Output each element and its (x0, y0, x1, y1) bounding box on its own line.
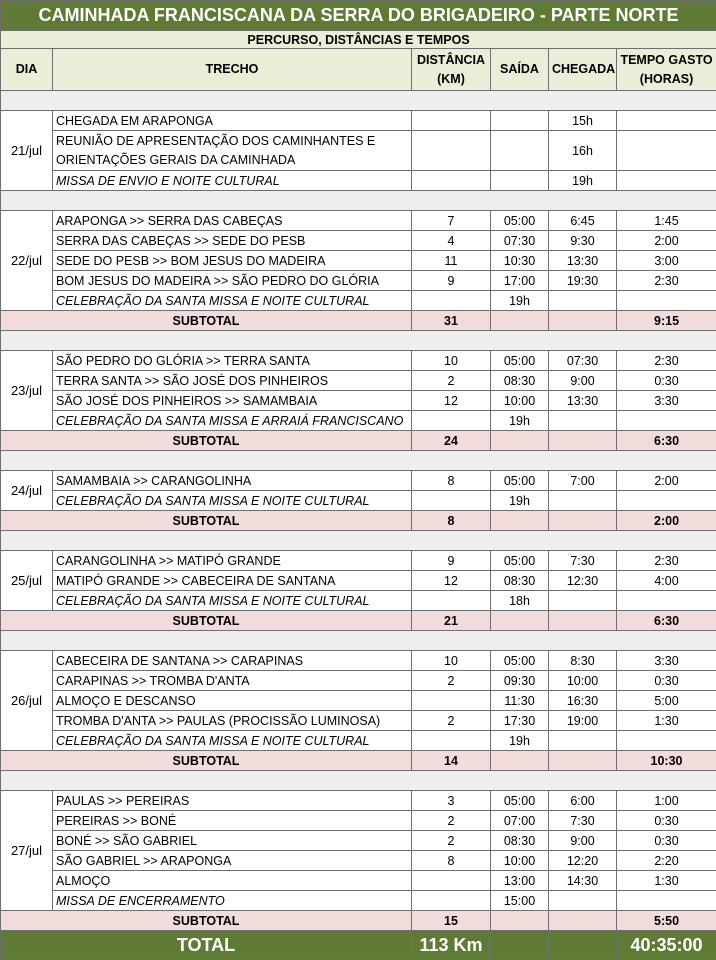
table-row (1, 391, 716, 411)
table-row (1, 671, 716, 691)
table-row (1, 551, 716, 571)
trecho-cell: SEDE DO PESB >> BOM JESUS DO MADEIRA (53, 251, 412, 271)
trecho-cell: TROMBA D'ANTA >> PAULAS (PROCISSÃO LUMINOSA) (53, 711, 412, 731)
trecho-cell: CHEGADA EM ARAPONGA (53, 111, 412, 131)
table-row (1, 811, 716, 831)
subtotal-empty-saida (491, 511, 549, 531)
subtotal-empty-saida (491, 311, 549, 331)
table-row (1, 571, 716, 591)
spacer-row (1, 531, 716, 551)
trecho-cell: SÃO JOSÉ DOS PINHEIROS >> SAMAMBAIA (53, 391, 412, 411)
spacer-cell (1, 771, 716, 791)
arrival-cell: 9:30 (549, 231, 617, 251)
departure-cell: 09:30 (491, 671, 549, 691)
distance-cell: 9 (412, 271, 491, 291)
table-row (1, 251, 716, 271)
distance-cell (412, 171, 491, 191)
subtotal-km: 15 (412, 911, 491, 931)
arrival-cell: 12:30 (549, 571, 617, 591)
subtotal-tempo: 2:00 (617, 511, 716, 531)
arrival-cell: 15h (549, 111, 617, 131)
arrival-cell: 19:00 (549, 711, 617, 731)
table-row (1, 891, 716, 911)
arrival-cell: 12:20 (549, 851, 617, 871)
arrival-cell (549, 591, 617, 611)
arrival-cell: 19h (549, 171, 617, 191)
arrival-cell (549, 411, 617, 431)
table-row (1, 131, 716, 171)
spacer-cell (1, 531, 716, 551)
table-row (1, 791, 716, 811)
time-spent-cell (617, 591, 716, 611)
table-row (1, 851, 716, 871)
trecho-cell: SERRA DAS CABEÇAS >> SEDE DO PESB (53, 231, 412, 251)
day-cell: 22/jul (1, 211, 53, 311)
arrival-cell: 8:30 (549, 651, 617, 671)
departure-cell: 17:30 (491, 711, 549, 731)
arrival-cell: 7:00 (549, 471, 617, 491)
day-cell: 25/jul (1, 551, 53, 611)
time-spent-cell (617, 491, 716, 511)
departure-cell: 08:30 (491, 831, 549, 851)
trecho-cell: MISSA DE ENVIO E NOITE CULTURAL (53, 171, 412, 191)
time-spent-cell (617, 731, 716, 751)
distance-cell: 2 (412, 371, 491, 391)
departure-cell: 07:30 (491, 231, 549, 251)
spacer-cell (1, 451, 716, 471)
arrival-cell: 9:00 (549, 831, 617, 851)
trecho-cell: CARAPINAS >> TROMBA D'ANTA (53, 671, 412, 691)
table-row (1, 711, 716, 731)
subtotal-row (1, 431, 716, 451)
trecho-cell: MATIPÓ GRANDE >> CABECEIRA DE SANTANA (53, 571, 412, 591)
time-spent-cell: 4:00 (617, 571, 716, 591)
subtotal-km: 24 (412, 431, 491, 451)
subtotal-km: 21 (412, 611, 491, 631)
subtotal-row (1, 911, 716, 931)
time-spent-cell: 3:30 (617, 651, 716, 671)
time-spent-cell: 2:30 (617, 551, 716, 571)
subtotal-km: 31 (412, 311, 491, 331)
departure-cell: 10:00 (491, 851, 549, 871)
departure-cell: 17:00 (491, 271, 549, 291)
subtotal-label: SUBTOTAL (1, 751, 412, 771)
time-spent-cell (617, 411, 716, 431)
distance-cell: 8 (412, 851, 491, 871)
distance-cell (412, 491, 491, 511)
subtotal-km: 8 (412, 511, 491, 531)
time-spent-cell: 3:30 (617, 391, 716, 411)
total-km: 113 Km (412, 931, 491, 960)
subtotal-tempo: 10:30 (617, 751, 716, 771)
arrival-cell (549, 731, 617, 751)
trecho-cell: CARANGOLINHA >> MATIPÓ GRANDE (53, 551, 412, 571)
subtotal-tempo: 5:50 (617, 911, 716, 931)
departure-cell: 05:00 (491, 651, 549, 671)
trecho-cell: CELEBRAÇÃO DA SANTA MISSA E ARRAIÁ FRANCISCANO (53, 411, 412, 431)
arrival-cell: 16:30 (549, 691, 617, 711)
trecho-cell: PEREIRAS >> BONÉ (53, 811, 412, 831)
departure-cell: 10:30 (491, 251, 549, 271)
table-row (1, 871, 716, 891)
distance-cell (412, 591, 491, 611)
departure-cell: 19h (491, 731, 549, 751)
spacer-cell (1, 91, 716, 111)
departure-cell: 05:00 (491, 551, 549, 571)
distance-cell: 2 (412, 671, 491, 691)
departure-cell: 19h (491, 491, 549, 511)
distance-cell: 8 (412, 471, 491, 491)
time-spent-cell: 1:30 (617, 871, 716, 891)
distance-cell (412, 691, 491, 711)
trecho-cell: BOM JESUS DO MADEIRA >> SÃO PEDRO DO GLÓRIA (53, 271, 412, 291)
departure-cell (491, 131, 549, 171)
total-label: TOTAL (1, 931, 412, 960)
time-spent-cell: 1:45 (617, 211, 716, 231)
table-row (1, 651, 716, 671)
spacer-row (1, 91, 716, 111)
subtotal-tempo: 6:30 (617, 611, 716, 631)
subtotal-label: SUBTOTAL (1, 311, 412, 331)
spacer-row (1, 631, 716, 651)
table-row (1, 291, 716, 311)
departure-cell: 11:30 (491, 691, 549, 711)
day-cell: 26/jul (1, 651, 53, 751)
arrival-cell: 7:30 (549, 811, 617, 831)
trecho-cell: PAULAS >> PEREIRAS (53, 791, 412, 811)
subtotal-label: SUBTOTAL (1, 511, 412, 531)
trecho-cell: TERRA SANTA >> SÃO JOSÉ DOS PINHEIROS (53, 371, 412, 391)
trecho-cell: SAMAMBAIA >> CARANGOLINHA (53, 471, 412, 491)
arrival-cell (549, 291, 617, 311)
trecho-cell: CELEBRAÇÃO DA SANTA MISSA E NOITE CULTURAL (53, 291, 412, 311)
total-tempo: 40:35:00 (617, 931, 716, 960)
time-spent-cell: 2:30 (617, 271, 716, 291)
arrival-cell: 9:00 (549, 371, 617, 391)
departure-cell: 05:00 (491, 351, 549, 371)
subtotal-label: SUBTOTAL (1, 611, 412, 631)
time-spent-cell: 0:30 (617, 671, 716, 691)
total-row (1, 931, 716, 960)
trecho-cell: MISSA DE ENCERRAMENTO (53, 891, 412, 911)
time-spent-cell: 0:30 (617, 831, 716, 851)
departure-cell: 15:00 (491, 891, 549, 911)
distance-cell: 2 (412, 811, 491, 831)
departure-cell (491, 171, 549, 191)
trecho-cell: SÃO GABRIEL >> ARAPONGA (53, 851, 412, 871)
distance-cell (412, 291, 491, 311)
arrival-cell: 10:00 (549, 671, 617, 691)
time-spent-cell: 0:30 (617, 811, 716, 831)
table-row (1, 591, 716, 611)
table-row (1, 211, 716, 231)
time-spent-cell: 5:00 (617, 691, 716, 711)
subtotal-empty-saida (491, 431, 549, 451)
page-title: CAMINHADA FRANCISCANA DA SERRA DO BRIGADEIRO - PARTE NORTE (1, 1, 716, 31)
departure-cell: 05:00 (491, 471, 549, 491)
time-spent-cell: 0:30 (617, 371, 716, 391)
spacer-row (1, 331, 716, 351)
departure-cell: 07:00 (491, 811, 549, 831)
arrival-cell: 07:30 (549, 351, 617, 371)
trecho-cell: ARAPONGA >> SERRA DAS CABEÇAS (53, 211, 412, 231)
departure-cell: 13:00 (491, 871, 549, 891)
trecho-cell: CELEBRAÇÃO DA SANTA MISSA E NOITE CULTURAL (53, 591, 412, 611)
table-row (1, 111, 716, 131)
subtotal-tempo: 9:15 (617, 311, 716, 331)
spacer-row (1, 771, 716, 791)
table-row (1, 171, 716, 191)
arrival-cell: 13:30 (549, 391, 617, 411)
distance-cell (412, 891, 491, 911)
distance-cell: 10 (412, 351, 491, 371)
departure-cell: 08:30 (491, 371, 549, 391)
table-row (1, 271, 716, 291)
subtotal-tempo: 6:30 (617, 431, 716, 451)
time-spent-cell (617, 171, 716, 191)
day-cell: 24/jul (1, 471, 53, 511)
distance-cell: 4 (412, 231, 491, 251)
table-row (1, 411, 716, 431)
trecho-cell: CELEBRAÇÃO DA SANTA MISSA E NOITE CULTURAL (53, 491, 412, 511)
spacer-row (1, 451, 716, 471)
trecho-cell: ALMOÇO (53, 871, 412, 891)
arrival-cell: 16h (549, 131, 617, 171)
column-header-trecho: TRECHO (53, 49, 412, 91)
subtotal-row (1, 311, 716, 331)
subtotal-empty-chegada (549, 911, 617, 931)
distance-cell (412, 411, 491, 431)
total-empty-chegada (549, 931, 617, 960)
arrival-cell: 19:30 (549, 271, 617, 291)
table-row (1, 731, 716, 751)
subtotal-km: 14 (412, 751, 491, 771)
spacer-cell (1, 191, 716, 211)
trecho-cell: ALMOÇO E DESCANSO (53, 691, 412, 711)
distance-cell: 2 (412, 711, 491, 731)
subtotal-empty-saida (491, 751, 549, 771)
time-spent-cell: 2:20 (617, 851, 716, 871)
trecho-cell: CABECEIRA DE SANTANA >> CARAPINAS (53, 651, 412, 671)
column-header-tempo (617, 49, 716, 91)
arrival-cell: 6:45 (549, 211, 617, 231)
trecho-cell: CELEBRAÇÃO DA SANTA MISSA E NOITE CULTURAL (53, 731, 412, 751)
trecho-cell: REUNIÃO DE APRESENTAÇÃO DOS CAMINHANTES E ORIENTAÇÕES GERAIS DA CAMINHADA (53, 131, 412, 171)
day-cell: 27/jul (1, 791, 53, 911)
table-row (1, 691, 716, 711)
arrival-cell: 13:30 (549, 251, 617, 271)
subtotal-empty-chegada (549, 751, 617, 771)
time-spent-cell: 1:00 (617, 791, 716, 811)
day-cell: 23/jul (1, 351, 53, 431)
subtotal-row (1, 751, 716, 771)
subtotal-empty-saida (491, 611, 549, 631)
subtotal-empty-saida (491, 911, 549, 931)
subtotal-label: SUBTOTAL (1, 911, 412, 931)
arrival-cell (549, 491, 617, 511)
table-subtitle: PERCURSO, DISTÂNCIAS E TEMPOS (1, 31, 716, 49)
distance-cell: 2 (412, 831, 491, 851)
subtotal-empty-chegada (549, 311, 617, 331)
subtotal-empty-chegada (549, 611, 617, 631)
time-spent-cell (617, 891, 716, 911)
table-row (1, 351, 716, 371)
spacer-row (1, 191, 716, 211)
departure-cell: 08:30 (491, 571, 549, 591)
arrival-cell: 7:30 (549, 551, 617, 571)
trecho-cell: SÃO PEDRO DO GLÓRIA >> TERRA SANTA (53, 351, 412, 371)
distance-cell: 9 (412, 551, 491, 571)
subtotal-empty-chegada (549, 511, 617, 531)
distance-cell (412, 131, 491, 171)
distancia-label: DISTÂNCIA (KM) (415, 51, 487, 89)
distance-cell: 12 (412, 571, 491, 591)
column-header-dia: DIA (1, 49, 53, 91)
departure-cell: 05:00 (491, 211, 549, 231)
arrival-cell (549, 891, 617, 911)
time-spent-cell: 2:00 (617, 471, 716, 491)
arrival-cell: 14:30 (549, 871, 617, 891)
time-spent-cell (617, 131, 716, 171)
distance-cell (412, 731, 491, 751)
departure-cell: 18h (491, 591, 549, 611)
total-empty-saida (491, 931, 549, 960)
column-header-saida: SAÍDA (491, 49, 549, 91)
departure-cell: 19h (491, 411, 549, 431)
schedule-body (1, 91, 716, 931)
time-spent-cell (617, 111, 716, 131)
departure-cell (491, 111, 549, 131)
column-header-distancia (412, 49, 491, 91)
day-cell: 21/jul (1, 111, 53, 191)
departure-cell: 05:00 (491, 791, 549, 811)
subtotal-row (1, 611, 716, 631)
subtotal-label: SUBTOTAL (1, 431, 412, 451)
distance-cell (412, 111, 491, 131)
departure-cell: 10:00 (491, 391, 549, 411)
time-spent-cell: 1:30 (617, 711, 716, 731)
table-row (1, 491, 716, 511)
spacer-cell (1, 631, 716, 651)
time-spent-cell: 3:00 (617, 251, 716, 271)
arrival-cell: 6:00 (549, 791, 617, 811)
tempo-label: TEMPO GASTO (HORAS) (620, 51, 713, 89)
table-row (1, 471, 716, 491)
departure-cell: 19h (491, 291, 549, 311)
distance-cell: 7 (412, 211, 491, 231)
trecho-cell: BONÉ >> SÃO GABRIEL (53, 831, 412, 851)
table-row (1, 231, 716, 251)
table-row (1, 371, 716, 391)
time-spent-cell: 2:00 (617, 231, 716, 251)
table-row (1, 831, 716, 851)
spacer-cell (1, 331, 716, 351)
column-header-chegada: CHEGADA (549, 49, 617, 91)
distance-cell: 11 (412, 251, 491, 271)
distance-cell: 12 (412, 391, 491, 411)
distance-cell (412, 871, 491, 891)
subtotal-row (1, 511, 716, 531)
time-spent-cell (617, 291, 716, 311)
time-spent-cell: 2:30 (617, 351, 716, 371)
subtotal-empty-chegada (549, 431, 617, 451)
distance-cell: 10 (412, 651, 491, 671)
distance-cell: 3 (412, 791, 491, 811)
